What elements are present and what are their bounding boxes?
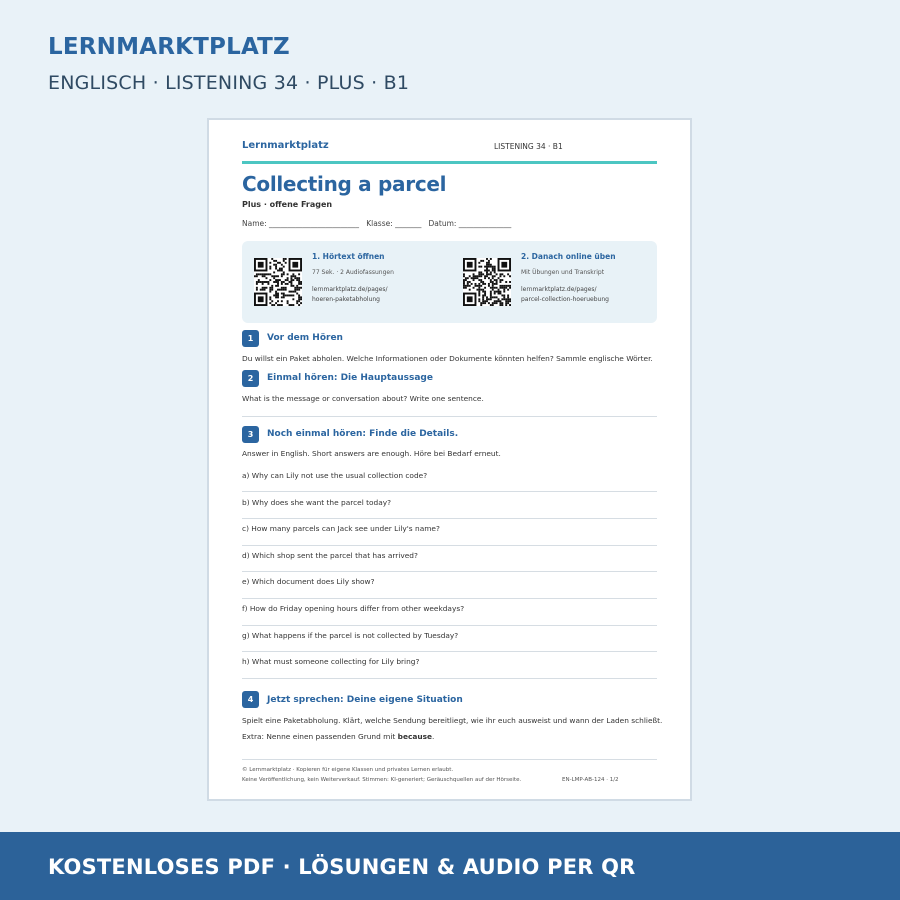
extra-task [242, 732, 434, 741]
qr-info-practice [521, 252, 616, 305]
footer-license: Keine Veröffentlichung, kein Weiterverkauf. Stimmen: KI-generiert; Geräuschquellen auf der Hörseite. [242, 777, 522, 783]
qr-box [242, 241, 657, 323]
answer-line [242, 518, 657, 519]
question-d: d) Which shop sent the parcel that has arrived? [242, 551, 418, 560]
qr-meta: 77 Sek. · 2 Audiofassungen [312, 269, 394, 276]
extra-prefix: Extra: Nenne einen passenden Grund mit [242, 732, 398, 741]
qr-heading: 2. Danach online üben [521, 252, 616, 261]
question-b: b) Why does she want the parcel today? [242, 498, 392, 507]
section-instruction: Answer in English. Short answers are enough. Höre bei Bedarf erneut. [242, 449, 501, 458]
section-title: Noch einmal hören: Finde die Details. [267, 429, 459, 439]
worksheet-preview [207, 118, 692, 801]
answer-line [242, 545, 657, 546]
qr-link-line[interactable]: parcel-collection-hoeruebung [521, 296, 609, 303]
question-g: g) What happens if the parcel is not collected by Tuesday? [242, 631, 459, 640]
bottom-banner [0, 832, 900, 900]
extra-keyword: because [397, 732, 433, 741]
answer-line [242, 651, 657, 652]
qr-link-line[interactable]: lernmarktplatz.de/pages/ [521, 286, 597, 293]
section-number: 2 [242, 370, 259, 387]
qr-meta: Mit Übungen und Transkript [521, 269, 605, 276]
question-h: h) What must someone collecting for Lily bring? [242, 657, 420, 666]
extra-suffix: . [432, 732, 435, 741]
qr-heading: 1. Hörtext öffnen [312, 252, 385, 261]
qr-info-listen [312, 252, 394, 305]
worksheet-subtitle: Plus · offene Fragen [242, 200, 333, 209]
section-number: 3 [242, 426, 259, 443]
question-c: c) How many parcels can Jack see under Lily's name? [242, 524, 440, 533]
qr-code-icon[interactable] [463, 258, 511, 306]
name-class-date-fields: Name: ________________________ Klasse: _______ Datum: ______________ [242, 219, 512, 228]
qr-code-icon[interactable] [254, 258, 302, 306]
answer-line [242, 571, 657, 572]
section-instruction: Spielt eine Paketabholung. Klärt, welche Sendung bereitliegt, wie ihr euch ausweist und wann der Laden schließt. [242, 716, 663, 725]
question-f: f) How do Friday opening hours differ from other weekdays? [242, 604, 465, 613]
section-number: 1 [242, 330, 259, 347]
qr-link-line[interactable]: lernmarktplatz.de/pages/ [312, 286, 388, 293]
section-instruction: What is the message or conversation about? Write one sentence. [242, 394, 484, 403]
worksheet-title: Collecting a parcel [242, 172, 447, 196]
section-title: Vor dem Hören [267, 333, 343, 343]
sheet-level: LISTENING 34 · B1 [494, 142, 563, 151]
section-number: 4 [242, 691, 259, 708]
answer-line [242, 625, 657, 626]
sheet-header [242, 140, 657, 164]
footer-copyright: © Lernmarktplatz · Kopieren für eigene Klassen und privates Lernen erlaubt. [242, 767, 454, 773]
qr-link-line[interactable]: hoeren-paketabholung [312, 296, 380, 303]
footer-code: EN-LMP-AB-124 · 1/2 [562, 777, 619, 783]
banner-text: KOSTENLOSES PDF · LÖSUNGEN & AUDIO PER QR [48, 855, 636, 879]
sheet-brand: Lernmarktplatz [242, 140, 329, 151]
question-a: a) Why can Lily not use the usual collection code? [242, 471, 428, 480]
section-title: Einmal hören: Die Hauptaussage [267, 373, 433, 383]
answer-line [242, 416, 657, 417]
answer-line [242, 491, 657, 492]
question-e: e) Which document does Lily show? [242, 577, 375, 586]
answer-line [242, 598, 657, 599]
footer-divider [242, 759, 657, 760]
brand-title: LERNMARKTPLATZ [48, 34, 290, 60]
page-subtitle: ENGLISCH · LISTENING 34 · PLUS · B1 [48, 72, 410, 94]
section-instruction: Du willst ein Paket abholen. Welche Informationen oder Dokumente könnten helfen? Sammle englische Wörter. [242, 354, 653, 363]
section-title: Jetzt sprechen: Deine eigene Situation [267, 695, 463, 705]
answer-line [242, 678, 657, 679]
